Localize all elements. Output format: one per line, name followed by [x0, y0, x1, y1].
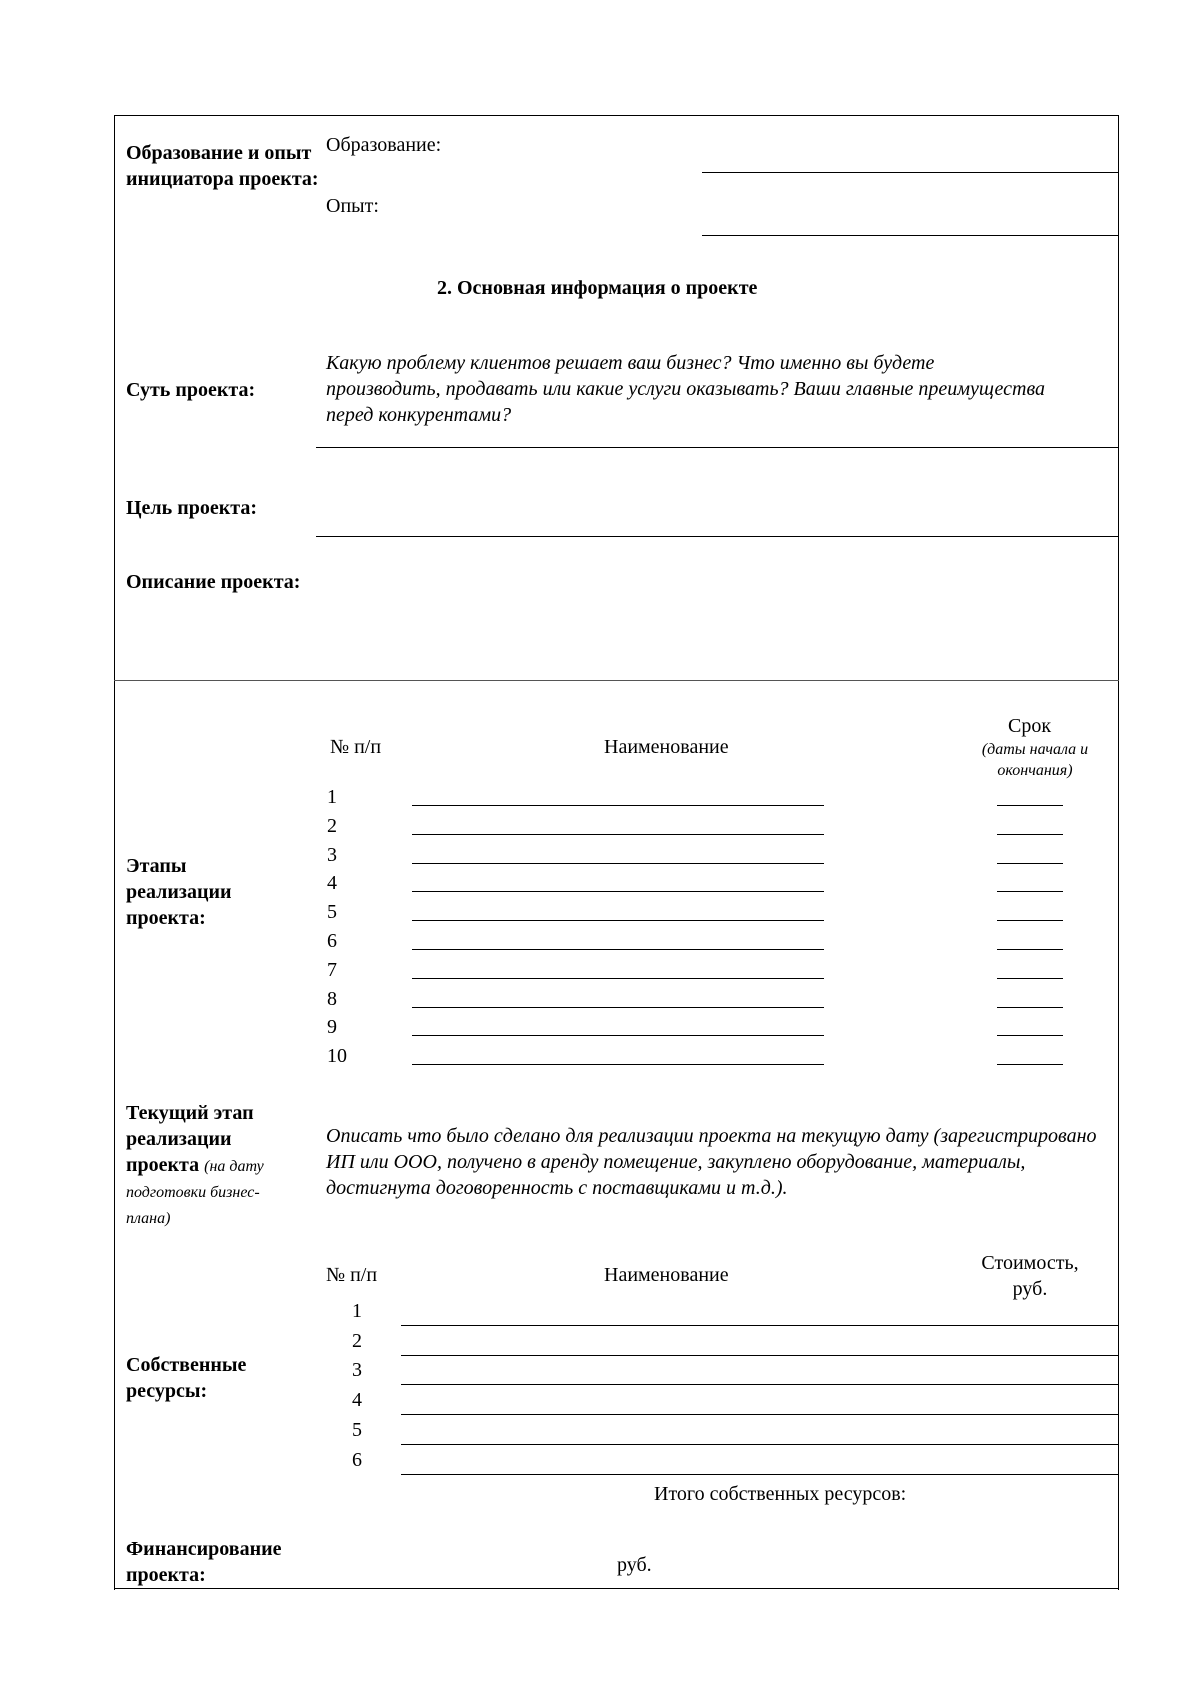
- stage-name-field-line[interactable]: [412, 920, 824, 921]
- stage-term-field-line[interactable]: [997, 863, 1063, 864]
- stage-row-number: 8: [327, 987, 337, 1010]
- resource-row-number: 3: [352, 1359, 362, 1382]
- stage-term-field-line[interactable]: [997, 1035, 1063, 1036]
- resource-field-line[interactable]: [401, 1325, 1118, 1326]
- essence-hint: Какую проблему клиентов решает ваш бизнес? Что именно вы будете производить, продавать или какие услуги оказывать? Ваши главные преимущества перед конкурентами?: [326, 352, 1045, 426]
- current-stage-label: [126, 1100, 301, 1230]
- frame-right-border: [1118, 115, 1119, 1590]
- stage-name-field-line[interactable]: [412, 805, 824, 806]
- stage-row-number: 9: [327, 1016, 337, 1039]
- current-stage-label-note: (на дату подготовки бизнес-плана): [126, 1158, 264, 1227]
- essence-field-line[interactable]: [316, 447, 1118, 448]
- stages-col-term-note: (даты начала и окончания): [981, 741, 1089, 779]
- resource-row-number: 6: [352, 1448, 362, 1471]
- stage-row-number: 7: [327, 958, 337, 981]
- stage-row-number: 4: [327, 872, 337, 895]
- stage-term-field-line[interactable]: [997, 805, 1063, 806]
- education-field-line[interactable]: [702, 172, 1118, 173]
- frame-bottom-border: [114, 1588, 1119, 1589]
- education-label: Образование и опыт инициатора проекта:: [126, 142, 319, 190]
- goal-label: Цель проекта:: [126, 497, 258, 519]
- description-label: Описание проекта:: [126, 571, 301, 593]
- stage-name-field-line[interactable]: [412, 1007, 824, 1008]
- resource-field-line[interactable]: [401, 1474, 1118, 1475]
- stage-term-field-line[interactable]: [997, 834, 1063, 835]
- resource-row-number: 2: [352, 1329, 362, 1352]
- stage-name-field-line[interactable]: [412, 1035, 824, 1036]
- stage-name-field-line[interactable]: [412, 978, 824, 979]
- financing-label: Финансирование проекта:: [126, 1538, 282, 1586]
- frame-left-border: [114, 115, 115, 1590]
- stage-term-field-line[interactable]: [997, 1064, 1063, 1065]
- stage-row-number: 3: [327, 843, 337, 866]
- stage-row-number: 5: [327, 901, 337, 924]
- stage-row-number: 6: [327, 930, 337, 952]
- education-prompt: Образование:: [326, 134, 442, 156]
- resource-field-line[interactable]: [401, 1355, 1118, 1356]
- resource-field-line[interactable]: [401, 1444, 1118, 1445]
- resource-field-line[interactable]: [401, 1384, 1118, 1385]
- financing-currency: руб.: [617, 1554, 652, 1576]
- description-divider: [114, 680, 1119, 681]
- experience-prompt: Опыт:: [326, 195, 379, 217]
- stage-name-field-line[interactable]: [412, 1064, 824, 1065]
- section-title: 2. Основная информация о проекте: [437, 277, 758, 299]
- own-resources-label: Собственные ресурсы:: [126, 1354, 247, 1402]
- stage-row-number: 1: [327, 786, 337, 808]
- essence-label: Суть проекта:: [126, 379, 256, 401]
- goal-field-line[interactable]: [316, 536, 1118, 537]
- stage-row-number: 10: [327, 1045, 347, 1068]
- stages-col-name: Наименование: [604, 736, 729, 758]
- own-resources-col-cost: Стоимость, руб.: [981, 1252, 1079, 1300]
- stages-col-num: № п/п: [330, 736, 382, 758]
- stage-name-field-line[interactable]: [412, 863, 824, 864]
- stage-name-field-line[interactable]: [412, 949, 824, 950]
- stage-row-number: 2: [327, 814, 337, 837]
- stage-term-field-line[interactable]: [997, 891, 1063, 892]
- own-resources-col-num: № п/п: [326, 1264, 378, 1286]
- stage-term-field-line[interactable]: [997, 978, 1063, 979]
- stage-term-field-line[interactable]: [997, 949, 1063, 950]
- stages-label: Этапы реализации проекта:: [126, 855, 232, 929]
- resource-row-number: 4: [352, 1389, 362, 1412]
- experience-field-line[interactable]: [702, 235, 1118, 236]
- resource-field-line[interactable]: [401, 1414, 1118, 1415]
- resource-row-number: 1: [352, 1300, 362, 1322]
- own-resources-col-name: Наименование: [604, 1264, 729, 1286]
- stage-name-field-line[interactable]: [412, 834, 824, 835]
- stage-term-field-line[interactable]: [997, 920, 1063, 921]
- current-stage-hint: Описать что было сделано для реализации проекта на текущую дату (зарегистрировано ИП или ООО, получено в аренду помещение, закуплено оборудование, материалы, достигнута договоренность с поставщиками и т.д.).: [326, 1125, 1097, 1199]
- own-resources-total-label: Итого собственных ресурсов:: [654, 1483, 907, 1505]
- stage-name-field-line[interactable]: [412, 891, 824, 892]
- stages-col-term: Срок: [1008, 715, 1052, 737]
- frame-top-border: [114, 115, 1119, 116]
- resource-row-number: 5: [352, 1418, 362, 1441]
- stage-term-field-line[interactable]: [997, 1007, 1063, 1008]
- current-stage-label-main: Текущий этап реализации проекта: [126, 1102, 254, 1176]
